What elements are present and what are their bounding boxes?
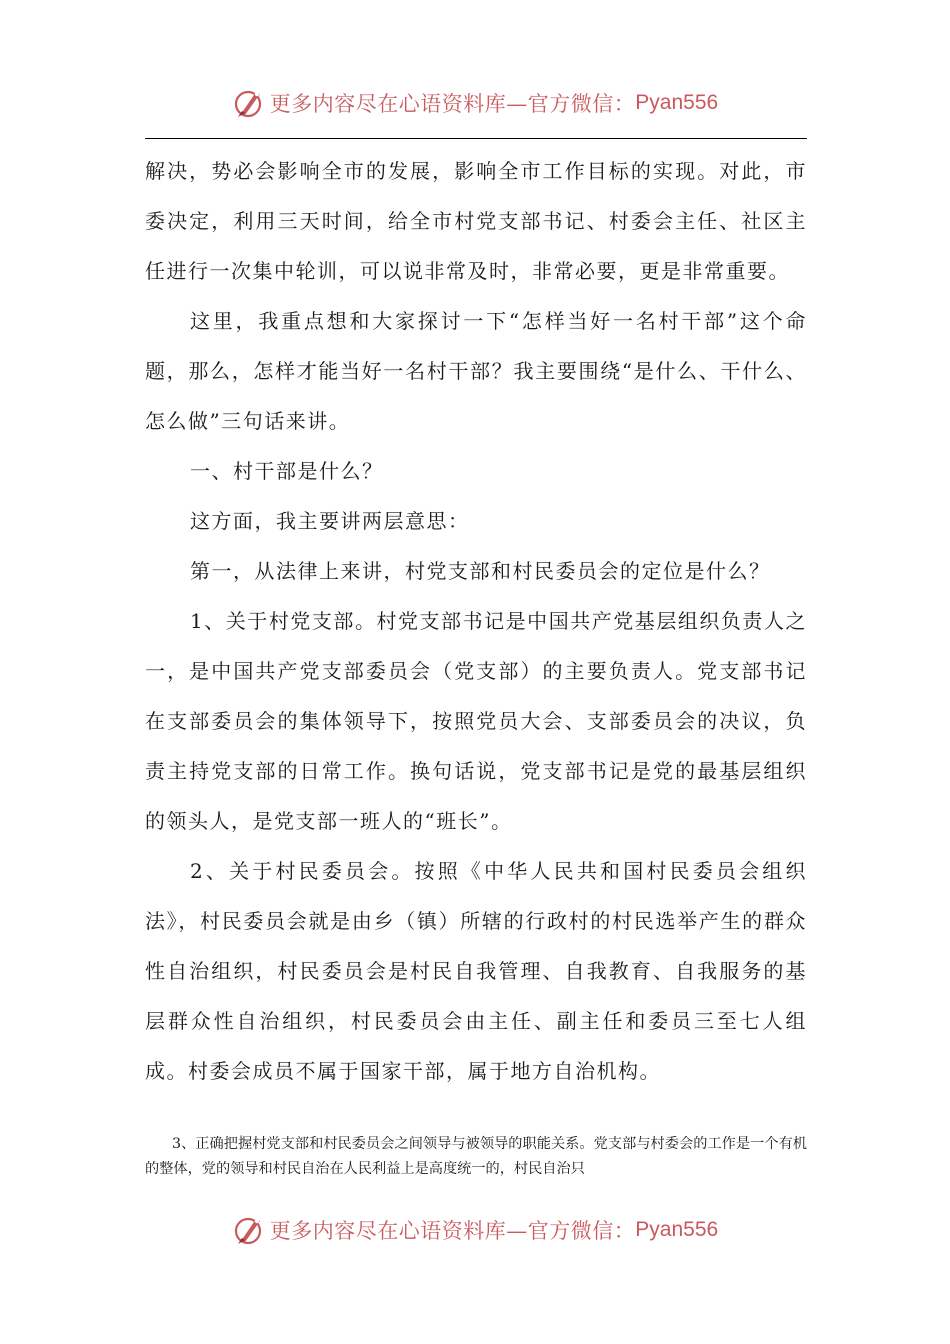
header-divider (145, 138, 807, 139)
paragraph-village-committee: 2、关于村民委员会。按照《中华人民共和国村民委员会组织法》，村民委员会就是由乡（镇）所辖的行政村的村民选举产生的群众性自治组织，村民委员会是村民自我管理、自我教育、自我服务的基层群众性自治组织，村民委员会由主任、副主任和委员三至七人组成。村委会成员不属于国家干部，属于地方自治机构。 (145, 859, 807, 1083)
banner-wechat-id: Pyan556 (635, 1218, 719, 1241)
paragraph-relationship: 3、正确把握村党支部和村民委员会之间领导与被领导的职能关系。党支部与村委会的工作是一个有机的整体，党的领导和村民自治在人民利益上是高度统一的，村民自治只 (145, 1136, 807, 1177)
footer-banner (0, 1205, 950, 1255)
banner-wechat-id: Pyan556 (635, 91, 719, 114)
section-heading: 一、村干部是什么？ (190, 459, 384, 483)
quill-pen-logo-icon (232, 1213, 266, 1247)
banner-title: 更多内容尽在心语资料库—官方微信： (269, 1219, 636, 1243)
banner-title: 更多内容尽在心语资料库—官方微信： (269, 92, 636, 116)
document-body (145, 146, 807, 1096)
paragraph-intro: 这方面，我主要讲两层意思： (190, 509, 470, 533)
paragraph-party-branch: 1、关于村党支部。村党支部书记是中国共产党基层组织负责人之一，是中国共产党支部委员会（党支部）的主要负责人。党支部书记在支部委员会的集体领导下，按照党员大会、支部委员会的决议，负责主持党支部的日常工作。换句话说，党支部书记是党的最基层组织的领头人，是党支部一班人的“班长”。 (145, 609, 807, 833)
header-banner (0, 78, 950, 128)
paragraph-continuation: 解决，势必会影响全市的发展，影响全市工作目标的实现。对此，市委决定，利用三天时间，给全市村党支部书记、村委会主任、社区主任进行一次集中轮训，可以说非常及时，非常必要，更是非常重要。 (145, 159, 807, 283)
quill-pen-logo-icon (232, 86, 266, 120)
paragraph-topic: 这里，我重点想和大家探讨一下“怎样当好一名村干部”这个命题，那么，怎样才能当好一名村干部？我主要围绕“是什么、干什么、怎么做”三句话来讲。 (145, 309, 807, 433)
subsection-heading: 第一，从法律上来讲，村党支部和村民委员会的定位是什么？ (190, 559, 771, 583)
